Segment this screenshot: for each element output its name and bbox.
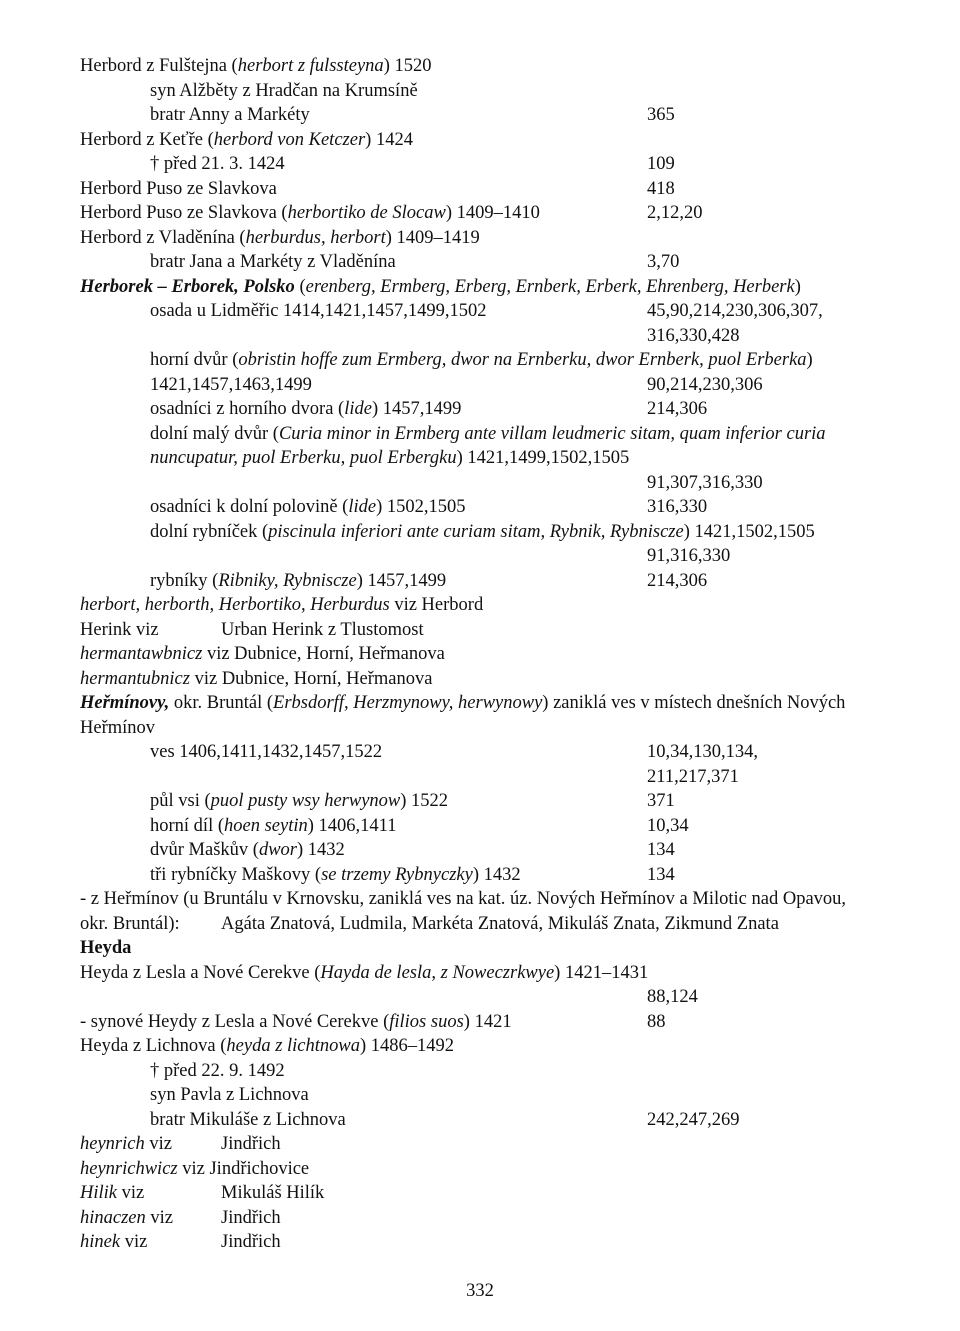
entry-text: ) 1421,1499,1502,1505 <box>456 448 630 468</box>
page-references: 3,70 <box>647 252 680 272</box>
entry-text: Ribniky, Rybniscze <box>218 571 357 591</box>
entry-text: hinaczen <box>80 1208 146 1228</box>
entry-text: horní díl ( <box>150 816 224 836</box>
page-references: 109 <box>647 154 675 174</box>
entry-text: lide <box>348 497 377 517</box>
page-references: 88,124 <box>647 987 698 1007</box>
entry-text: ) 1406,1411 <box>307 816 397 836</box>
page-references: 316,330 <box>647 497 708 517</box>
entry-text: ves 1406,1411,1432,1457,1522 <box>150 742 383 762</box>
entry-text: ) 1486–1492 <box>360 1036 455 1056</box>
entry-text: ) 1421,1502,1505 <box>683 522 815 542</box>
entry-text: heynrichwicz <box>80 1159 178 1179</box>
entry-text: bratr Jana a Markéty z Vladěnína <box>150 252 396 272</box>
entry-text: hoen seytin <box>224 816 308 836</box>
entry-text: Herbord z Vladěnína ( <box>80 228 246 248</box>
index-entry <box>80 668 432 690</box>
entry-text: Curia minor in Ermberg ante villam leudmeric sitam, quam inferior curia <box>278 424 826 444</box>
entry-text: Herbord z Fulštejna ( <box>80 56 238 76</box>
entry-text: herbortiko de Slocaw <box>287 203 446 223</box>
index-entry <box>150 80 418 102</box>
index-entry <box>80 937 131 959</box>
entry-text: heyda z lichtnowa <box>226 1036 360 1056</box>
entry-text: ) <box>806 350 813 370</box>
entry-text: lide <box>344 399 372 419</box>
entry-text: bratr Anny a Markéty <box>150 105 310 125</box>
entry-text: viz Herbord <box>389 595 484 615</box>
index-entry <box>150 300 487 322</box>
index-entry <box>150 570 446 592</box>
entry-text: ) 1421 <box>463 1012 512 1032</box>
entry-reference: Urban Herink z Tlustomost <box>221 620 424 640</box>
entry-text: osadníci k dolní polovině ( <box>150 497 349 517</box>
entry-text: Heřmínov <box>80 718 156 738</box>
index-entry <box>80 1035 454 1057</box>
index-entry <box>80 227 480 249</box>
index-entry <box>150 349 813 371</box>
entry-text: osadníci z horního dvora ( <box>150 399 345 419</box>
entry-text: Herbord Puso ze Slavkova <box>80 179 277 199</box>
index-entry <box>150 153 285 175</box>
index-entry <box>150 104 310 126</box>
index-entry <box>80 1231 147 1253</box>
entry-text: se trzemy Rybnyczky <box>321 865 473 885</box>
entry-text: Heyda <box>80 938 132 958</box>
entry-text: viz <box>145 1208 173 1228</box>
entry-text: tři rybníčky Maškovy ( <box>150 865 322 885</box>
index-entry <box>150 815 396 837</box>
page-references: 91,307,316,330 <box>647 473 763 493</box>
entry-text: Hayda de lesla, z Noweczrkwye <box>320 963 555 983</box>
entry-text: herbort, herborth, Herbortiko, Herburdus <box>80 595 390 615</box>
entry-text: ) 1457,1499 <box>356 571 447 591</box>
entry-reference: Agáta Znatová, Ludmila, Markéta Znatová, Mikuláš Znata, Zikmund Znata <box>221 914 779 934</box>
entry-text: syn Alžběty z Hradčan na Krumsíně <box>150 81 418 101</box>
entry-text: okr. Bruntál): <box>80 914 180 934</box>
entry-text: hinek <box>80 1232 121 1252</box>
entry-text: ) 1432 <box>296 840 345 860</box>
entry-text: rybníky ( <box>150 571 219 591</box>
index-entry <box>80 643 445 665</box>
entry-text: půl vsi ( <box>150 791 211 811</box>
entry-text: viz Jindřichovice <box>177 1159 310 1179</box>
entry-text: herbord von Ketczer <box>213 130 366 150</box>
index-entry <box>150 521 815 543</box>
entry-text: horní dvůr ( <box>150 350 239 370</box>
entry-text: erenberg, Ermberg, Erberg, Ernberk, Erberk, Ehrenberg, Herberk <box>305 277 795 297</box>
index-entry <box>150 790 448 812</box>
page-references: 10,34 <box>647 816 689 836</box>
entry-text: piscinula inferiori ante curiam sitam, Rybnik, Rybniscze <box>268 522 684 542</box>
index-entry <box>80 1207 173 1229</box>
entry-text: viz Dubnice, Horní, Heřmanova <box>189 669 433 689</box>
entry-reference: Jindřich <box>221 1232 281 1252</box>
entry-text: herbort z fulssteyna <box>237 56 384 76</box>
index-entry <box>80 276 801 298</box>
index-entry <box>80 178 277 200</box>
entry-text: obristin hoffe zum Ermberg, dwor na Ernberku, dwor Ernberk, puol Erberka <box>238 350 807 370</box>
index-entry <box>150 398 461 420</box>
index-entry <box>80 717 155 739</box>
entry-text: filios suos <box>389 1012 464 1032</box>
page-references: 91,316,330 <box>647 546 731 566</box>
entry-text: viz <box>117 1183 145 1203</box>
entry-text: ) 1502,1505 <box>376 497 466 517</box>
entry-reference: Jindřich <box>221 1134 281 1154</box>
entry-text: ( <box>294 277 306 297</box>
entry-text: syn Pavla z Lichnova <box>150 1085 309 1105</box>
entry-reference: Jindřich <box>221 1208 281 1228</box>
entry-reference: Mikuláš Hilík <box>221 1183 325 1203</box>
page-references: 211,217,371 <box>647 767 739 787</box>
entry-text: Heřmínovy, <box>80 693 170 713</box>
page-references: 214,306 <box>647 399 708 419</box>
index-entry <box>150 1109 346 1131</box>
page-references: 88 <box>647 1012 666 1032</box>
entry-text: Erbsdorff, Herzmynowy, herwynowy <box>273 693 543 713</box>
index-entry <box>80 692 845 714</box>
entry-text: ) 1457,1499 <box>371 399 462 419</box>
entry-text: Herborek – Erborek, Polsko <box>80 277 295 297</box>
page-references: 134 <box>647 840 675 860</box>
index-entry <box>150 447 629 469</box>
page-references: 316,330,428 <box>647 326 740 346</box>
page-references: 418 <box>647 179 675 199</box>
index-entry <box>80 594 483 616</box>
page-references: 134 <box>647 865 675 885</box>
entry-text: osada u Lidměřic 1414,1421,1457,1499,1502 <box>150 301 487 321</box>
entry-text: ) 1424 <box>365 130 413 150</box>
page-references: 365 <box>647 105 675 125</box>
entry-text: Hilik <box>80 1183 117 1203</box>
entry-text: okr. Bruntál ( <box>169 693 274 713</box>
index-entry <box>150 1084 309 1106</box>
index-entry <box>80 619 159 641</box>
index-entry <box>150 374 312 396</box>
page-references: 214,306 <box>647 571 708 591</box>
page-references: 90,214,230,306 <box>647 375 763 395</box>
page-references: 2,12,20 <box>647 203 703 223</box>
index-entry <box>150 251 396 273</box>
index-entry <box>80 962 648 984</box>
entry-text: ) 1409–1410 <box>445 203 540 223</box>
entry-text: ) zaniklá ves v místech dnešních Nových <box>542 693 846 713</box>
entry-text: Herbord z Keťře ( <box>80 130 214 150</box>
entry-text: hermantawbnicz <box>80 644 203 664</box>
entry-text: dolní rybníček ( <box>150 522 269 542</box>
page-references: 10,34,130,134, <box>647 742 758 762</box>
entry-text: herburdus, herbort <box>245 228 386 248</box>
index-entry <box>80 1011 512 1033</box>
page-references: 242,247,269 <box>647 1110 740 1130</box>
entry-text: ) 1409–1419 <box>385 228 480 248</box>
page-references: 45,90,214,230,306,307, <box>647 301 823 321</box>
index-entry <box>80 202 540 224</box>
index-entry <box>150 496 466 518</box>
index-entry <box>80 888 846 910</box>
entry-text: viz <box>120 1232 148 1252</box>
index-entry <box>80 129 413 151</box>
entry-text: ) 1432 <box>472 865 521 885</box>
entry-text: ) 1522 <box>400 791 449 811</box>
entry-text: puol pusty wsy herwynow <box>210 791 401 811</box>
index-entry <box>150 864 521 886</box>
index-entry <box>150 423 826 445</box>
entry-text: Heyda z Lesla a Nové Cerekve ( <box>80 963 321 983</box>
entry-text: Herbord Puso ze Slavkova ( <box>80 203 288 223</box>
entry-text: bratr Mikuláše z Lichnova <box>150 1110 346 1130</box>
entry-text: dwor <box>258 840 297 860</box>
entry-text: dolní malý dvůr ( <box>150 424 279 444</box>
index-entry <box>80 913 180 935</box>
index-entry <box>150 839 345 861</box>
entry-text: † před 22. 9. 1492 <box>150 1061 285 1081</box>
entry-text: hermantubnicz <box>80 669 190 689</box>
entry-text: Herink viz <box>80 620 159 640</box>
entry-text: heynrich <box>80 1134 145 1154</box>
entry-text: † před 21. 3. 1424 <box>150 154 285 174</box>
index-entry <box>80 1158 309 1180</box>
entry-text: ) 1520 <box>383 56 432 76</box>
index-entry <box>80 1182 144 1204</box>
entry-text: Heyda z Lichnova ( <box>80 1036 227 1056</box>
entry-text: viz Dubnice, Horní, Heřmanova <box>202 644 445 664</box>
entry-text: ) 1421–1431 <box>554 963 649 983</box>
entry-text: 1421,1457,1463,1499 <box>150 375 312 395</box>
entry-text: - z Heřmínov (u Bruntálu v Krnovsku, zaniklá ves na kat. úz. Nových Heřmínov a Milotic nad Opavou, <box>80 889 847 909</box>
entry-text: nuncupatur, puol Erberku, puol Erbergku <box>150 448 457 468</box>
entry-text: - synové Heydy z Lesla a Nové Cerekve ( <box>80 1012 390 1032</box>
page-references: 371 <box>647 791 675 811</box>
index-entry <box>150 1060 285 1082</box>
entry-text: dvůr Maškův ( <box>150 840 259 860</box>
entry-text: viz <box>144 1134 172 1154</box>
index-entry <box>150 741 382 763</box>
entry-text: ) <box>794 277 801 297</box>
index-entry <box>80 1133 172 1155</box>
index-entry <box>80 55 431 77</box>
page-number: 332 <box>466 1281 494 1301</box>
